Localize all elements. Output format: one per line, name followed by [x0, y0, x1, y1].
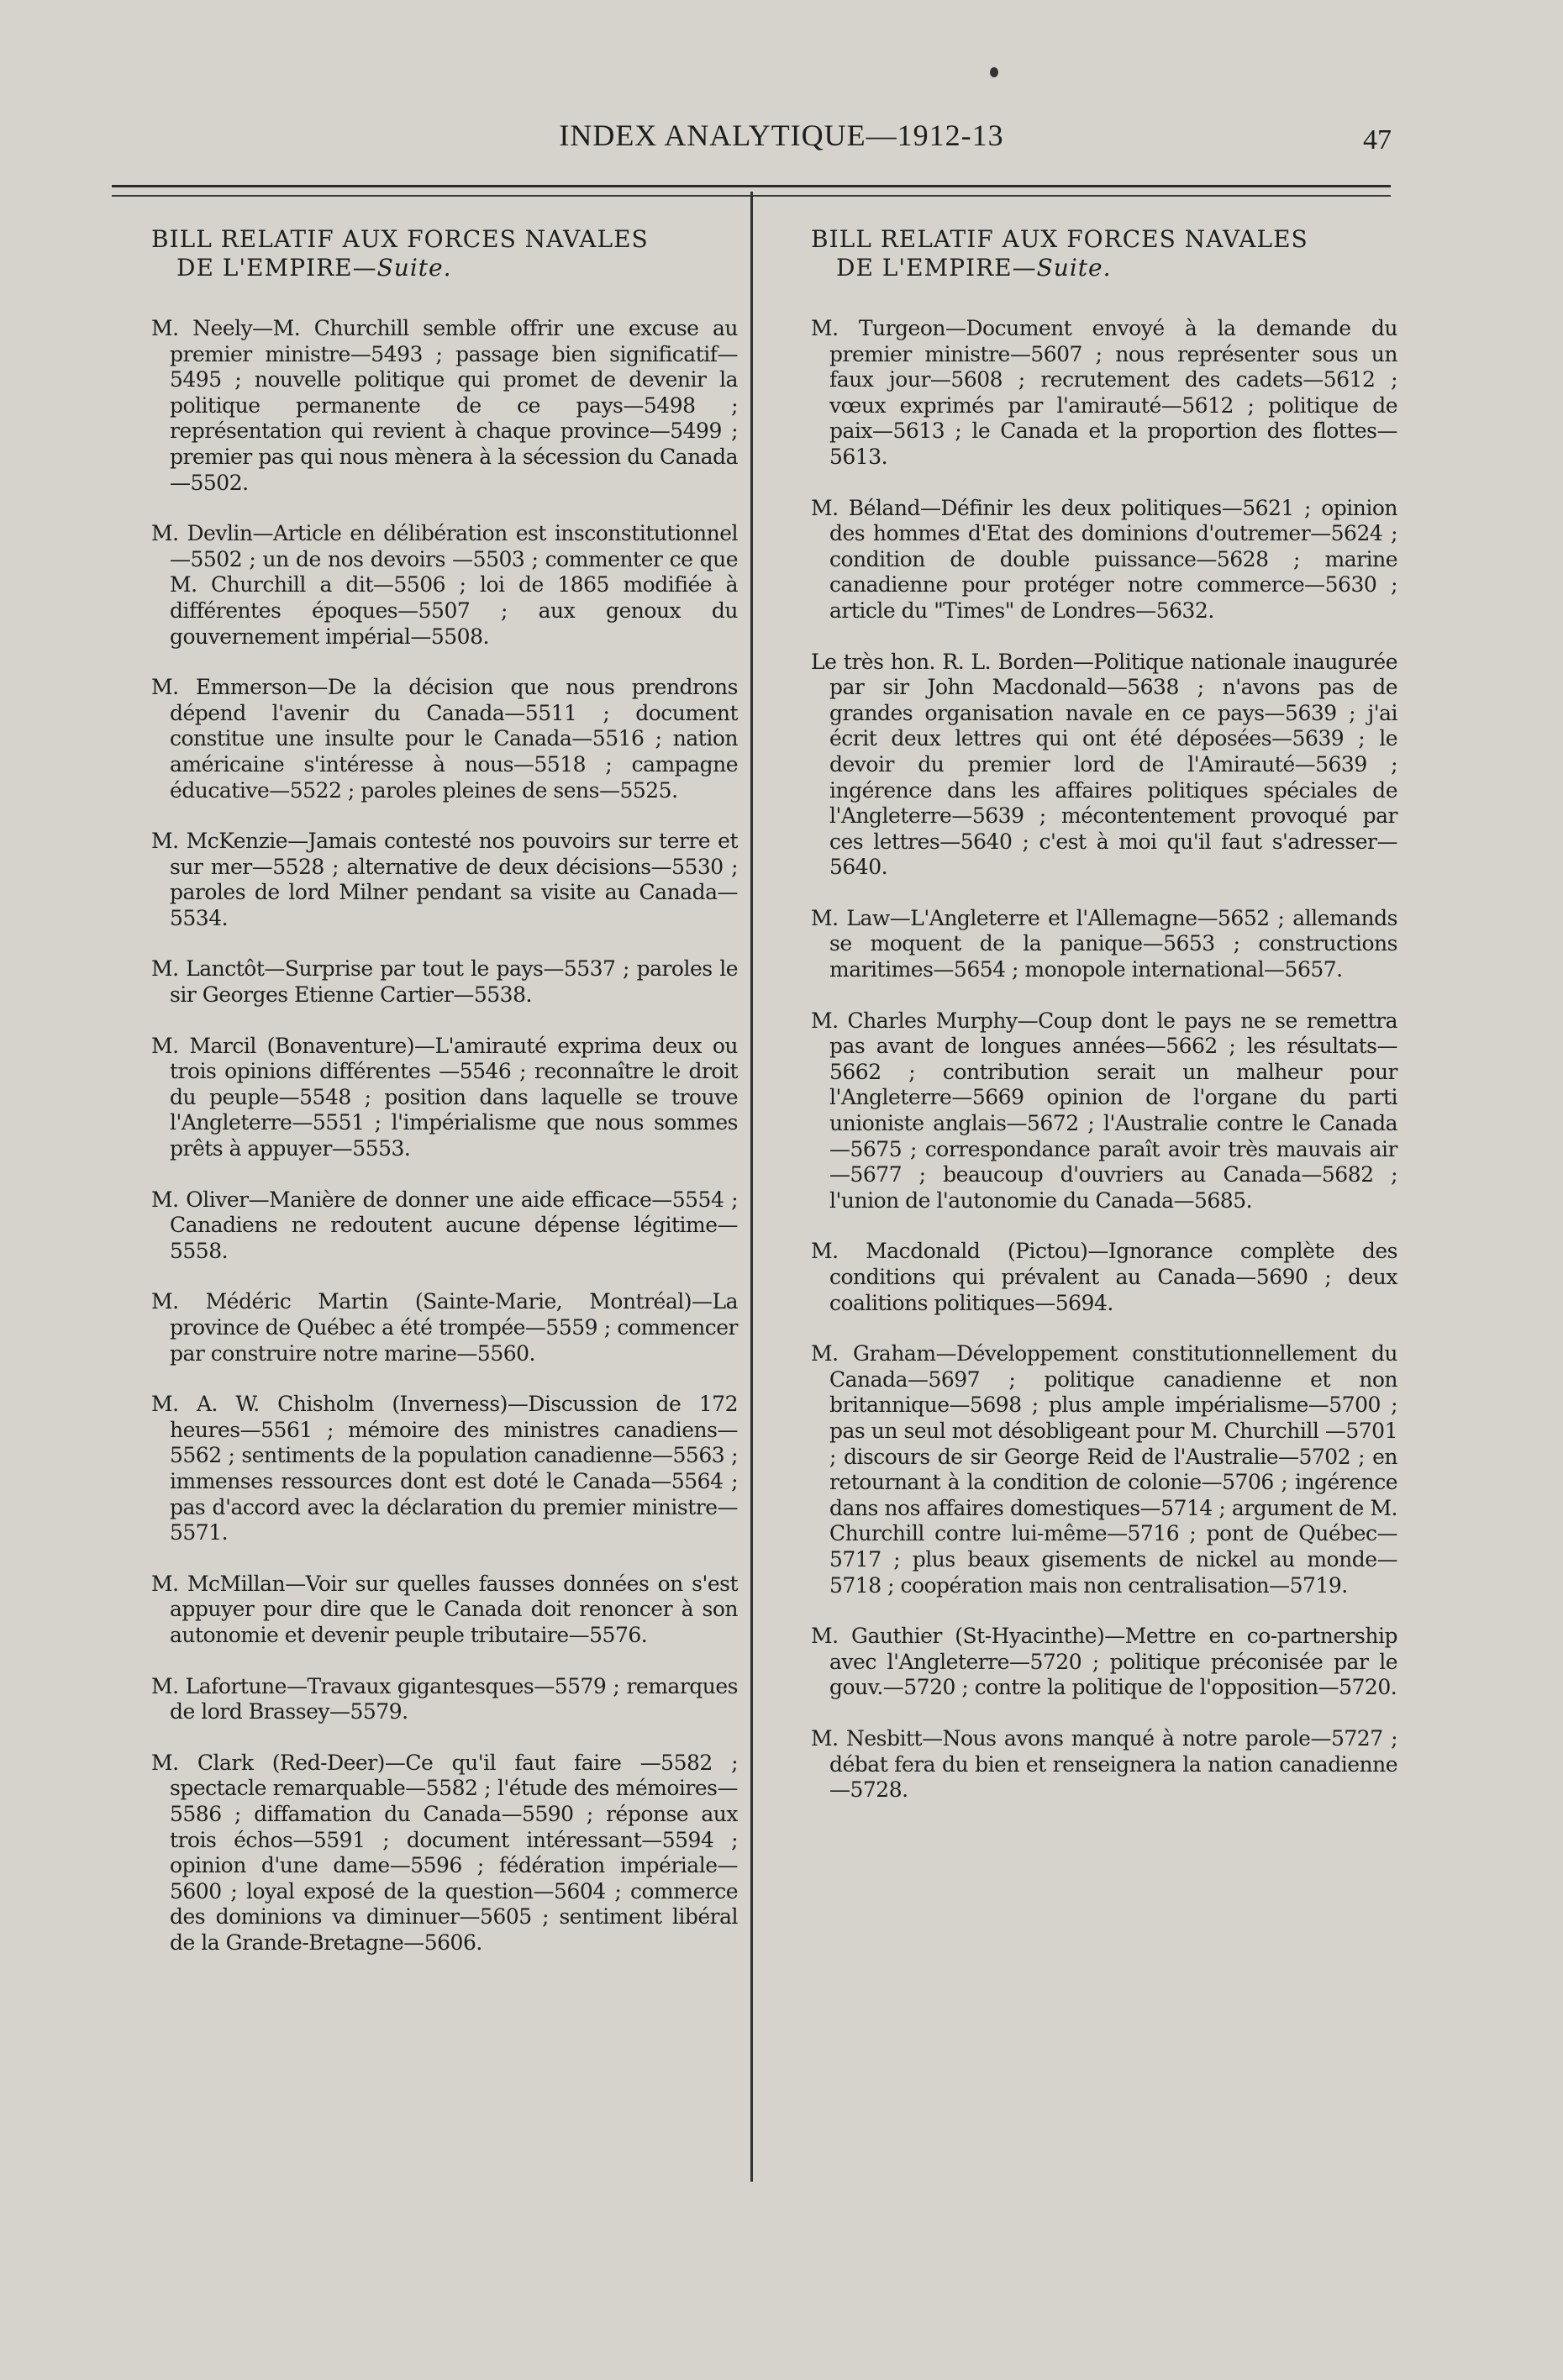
index-entry: M. Gauthier (St-Hyacinthe)—Mettre en co-partnership avec l'Angleterre—5720 ; politique préconisée par le gouv.—5720 ; contre la politique de l'opposition—5720.: [811, 1624, 1397, 1700]
section-heading-line2: [811, 254, 1397, 282]
section-heading: [151, 225, 738, 282]
left-column: [151, 225, 738, 1981]
index-entry: M. Clark (Red-Deer)—Ce qu'il faut faire —5582 ; spectacle remarquable—5582 ; l'étude des mémoires—5586 ; diffamation du Canada—5590 ; réponse aux trois échos—5591 ; document intéressant—5594 ; opinion d'une dame—5596 ; fédération impériale—5600 ; loyal exposé de la question—5604 ; commerce des dominions va diminuer—5605 ; sentiment libéral de la Grande-Bretagne—5606.: [151, 1750, 738, 1955]
index-entry: M. Turgeon—Document envoyé à la demande du premier ministre—5607 ; nous représenter sous un faux jour—5608 ; recrutement des cadets—5612 ; vœux exprimés par l'amirauté—5612 ; politique de paix—5613 ; le Canada et la proportion des flottes—5613.: [811, 316, 1397, 469]
index-entry: M. Graham—Développement constitutionnellement du Canada—5697 ; politique canadienne et non britannique—5698 ; plus ample impérialisme—5700 ; pas un seul mot désobligeant pour M. Churchill —5701 ; discours de sir George Reid de l'Australie—5702 ; en retournant à la condition de colonie—5706 ; ingérence dans nos affaires domestiques—5714 ; argument de M. Churchill contre lui-même—5716 ; pont de Québec—5717 ; plus beaux gisements de nickel au monde—5718 ; coopération mais non centralisation—5719.: [811, 1341, 1397, 1598]
section-heading: [811, 225, 1397, 282]
index-entry: M. Neely—M. Churchill semble offrir une excuse au premier ministre—5493 ; passage bien significatif—5495 ; nouvelle politique qui promet de devenir la politique permanente de ce pays—5498 ; représentation qui revient à chaque province—5499 ; premier pas qui nous mènera à la sécession du Canada—5502.: [151, 316, 738, 495]
header-rule: [112, 185, 1391, 187]
index-entry: M. McMillan—Voir sur quelles fausses données on s'est appuyer pour dire que le Canada doit renoncer à son autonomie et devenir peuple tributaire—5576.: [151, 1571, 738, 1647]
index-entry: M. Oliver—Manière de donner une aide efficace—5554 ; Canadiens ne redoutent aucune dépense légitime—5558.: [151, 1187, 738, 1263]
index-entry: M. Emmerson—De la décision que nous prendrons dépend l'avenir du Canada—5511 ; document constitue une insulte pour le Canada—5516 ; nation américaine s'intéresse à nous—5518 ; campagne éducative—5522 ; paroles pleines de sens—5525.: [151, 675, 738, 803]
index-entry: M. Marcil (Bonaventure)—L'amirauté exprima deux ou trois opinions différentes —5546 ; reconnaître le droit du peuple—5548 ; position dans laquelle se trouve l'Angleterre—5551 ; l'impérialisme que nous sommes prêts à appuyer—5553.: [151, 1033, 738, 1161]
section-heading-line2: [151, 254, 738, 282]
section-heading-suite: Suite.: [1036, 254, 1112, 282]
column-divider: [750, 192, 753, 2182]
index-entry: M. Lanctôt—Surprise par tout le pays—5537 ; paroles le sir Georges Etienne Cartier—5538.: [151, 956, 738, 1008]
index-entry: M. Charles Murphy—Coup dont le pays ne se remettra pas avant de longues années—5662 ; les résultats—5662 ; contribution serait un malheur pour l'Angleterre—5669 opinion de l'organe du parti unioniste anglais—5672 ; l'Australie contre le Canada—5675 ; correspondance paraît avoir très mauvais air—5677 ; beaucoup d'ouvriers au Canada—5682 ; l'union de l'autonomie du Canada—5685.: [811, 1008, 1397, 1213]
index-entry: M. Macdonald (Pictou)—Ignorance complète des conditions qui prévalent au Canada—5690 ; deux coalitions politiques—5694.: [811, 1239, 1397, 1315]
index-entry: M. Médéric Martin (Sainte-Marie, Montréal)—La province de Québec a été trompée—5559 ; commencer par construire notre marine—5560.: [151, 1289, 738, 1366]
index-entry: M. Law—L'Angleterre et l'Allemagne—5652 ; allemands se moquent de la panique—5653 ; constructions maritimes—5654 ; monopole international—5657.: [811, 905, 1397, 982]
index-entry: M. Devlin—Article en délibération est insconstitutionnel—5502 ; un de nos devoirs —5503 ; commenter ce que M. Churchill a dit—5506 ; loi de 1865 modifiée à différentes époques—5507 ; aux genoux du gouvernement impérial—5508.: [151, 521, 738, 649]
section-heading-line1: BILL RELATIF AUX FORCES NAVALES: [811, 225, 1308, 253]
index-entry: Le très hon. R. L. Borden—Politique nationale inaugurée par sir John Macdonald—5638 ; n'avons pas de grandes organisation navale en ce pays—5639 ; j'ai écrit deux lettres qui ont été déposées—5639 ; le devoir du premier lord de l'Amirauté—5639 ; ingérence dans les affaires politiques spéciales de l'Angleterre—5639 ; mécontentement provoqué par ces lettres—5640 ; c'est à moi qu'il faut s'adresser—5640.: [811, 649, 1397, 880]
index-entry: M. Béland—Définir les deux politiques—5621 ; opinion des hommes d'Etat des dominions d'outremer—5624 ; condition de double puissance—5628 ; marine canadienne pour protéger notre commerce—5630 ; article du "Times" de Londres—5632.: [811, 495, 1397, 623]
index-entry: M. Lafortune—Travaux gigantesques—5579 ; remarques de lord Brassey—5579.: [151, 1673, 738, 1724]
index-entry: M. McKenzie—Jamais contesté nos pouvoirs sur terre et sur mer—5528 ; alternative de deux décisions—5530 ; paroles de lord Milner pendant sa visite au Canada—5534.: [151, 829, 738, 930]
section-heading-text: DE L'EMPIRE—: [176, 254, 377, 282]
section-heading-suite: Suite.: [376, 254, 452, 282]
right-column: [811, 225, 1397, 1829]
index-entry: M. Nesbitt—Nous avons manqué à notre parole—5727 ; débat fera du bien et renseignera la nation canadienne—5728.: [811, 1725, 1397, 1803]
page-number: 47: [1363, 124, 1392, 155]
section-heading-text: DE L'EMPIRE—: [836, 254, 1037, 282]
index-entry: M. A. W. Chisholm (Inverness)—Discussion de 172 heures—5561 ; mémoire des ministres canadiens—5562 ; sentiments de la population canadienne—5563 ; immenses ressources dont est doté le Canada—5564 ; pas d'accord avec la déclaration du premier ministre—5571.: [151, 1392, 738, 1545]
section-heading-line1: BILL RELATIF AUX FORCES NAVALES: [151, 225, 649, 253]
ink-dot: [990, 67, 998, 77]
running-head: INDEX ANALYTIQUE—1912-13: [559, 118, 1004, 152]
